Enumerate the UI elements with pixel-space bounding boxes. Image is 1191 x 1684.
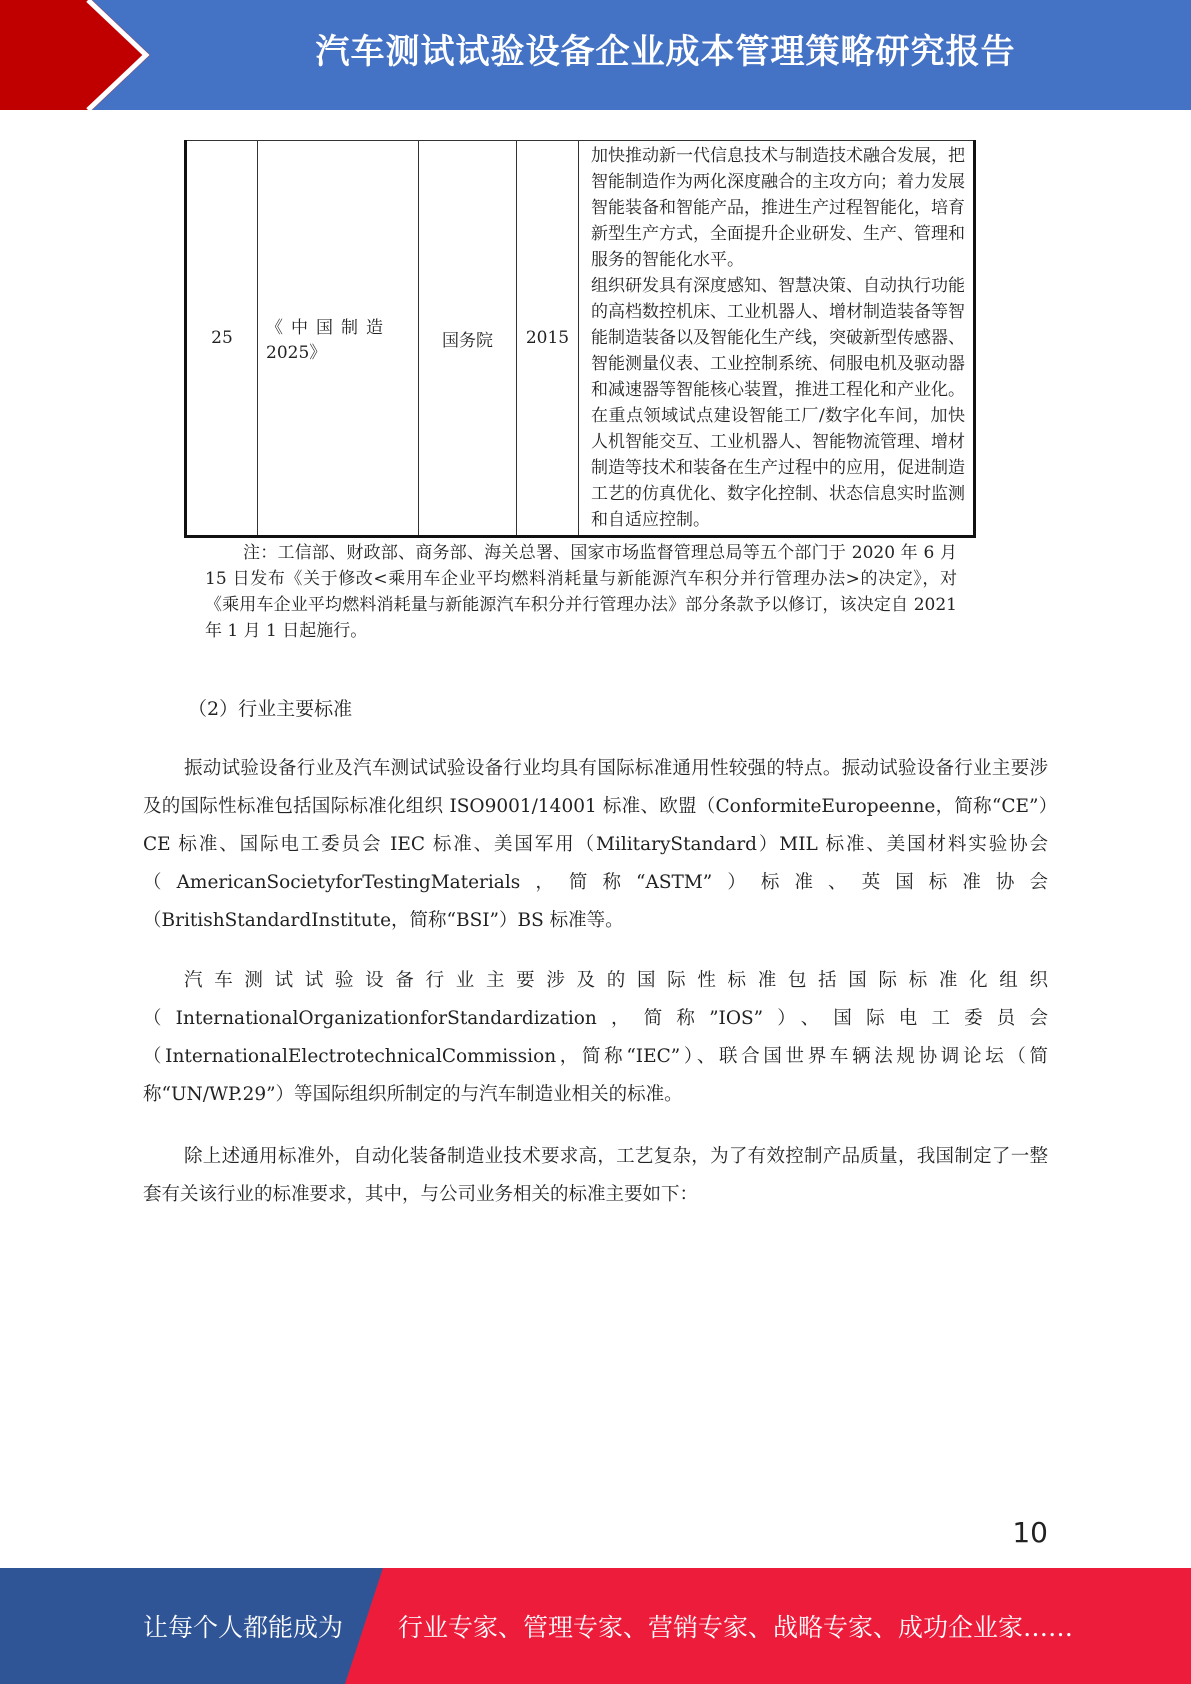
body-paragraph: 汽车测试试验设备行业主要涉及的国际性标准包括国际标准化组织（InternationalOrganizationforStandardization，简称”IOS”）、国际电工委员会（InternationalElectrotechnicalCommission，简称“IEC”）、联合国世界车辆法规协调论坛（简称“UN/WP.29”）等国际组织所制定的与汽车制造业相关的标准。 (143, 970, 1048, 1105)
page-number: 10 (1012, 1516, 1048, 1549)
header-red-chevron (0, 0, 150, 110)
issuing-organization: 国务院 (419, 141, 517, 537)
policy-table (184, 140, 976, 538)
policy-content (579, 141, 975, 537)
footer-banner (0, 1568, 1191, 1684)
body-paragraph: 除上述通用标准外，自动化装备制造业技术要求高，工艺复杂，为了有效控制产品质量，我国制定了一整套有关该行业的标准要求，其中，与公司业务相关的标准主要如下： (143, 1146, 1048, 1205)
content-paragraph: 加快推动新一代信息技术与制造技术融合发展，把智能制造作为两化深度融合的主攻方向；着力发展智能装备和智能产品，推进生产过程智能化，培育新型生产方式，全面提升企业研发、生产、管理和服务的智能化水平。 (591, 146, 965, 270)
table-note: 注：工信部、财政部、商务部、海关总署、国家市场监督管理总局等五个部门于 2020 年 6 月 15 日发布《关于修改<乘用车企业平均燃料消耗量与新能源汽车积分并行管理办法>的决定》，对《乘用车企业平均燃料消耗量与新能源汽车积分并行管理办法》部分条款予以修订，该决定自 2021 年 1 月 1 日起施行。 (205, 543, 957, 641)
section-heading: （2）行业主要标准 (188, 698, 353, 720)
footer-slogan-right: 行业专家、管理专家、营销专家、战略专家、成功企业家…… (398, 1613, 1074, 1642)
content-paragraph: 组织研发具有深度感知、智慧决策、自动执行功能的高档数控机床、工业机器人、增材制造装备等智能制造装备以及智能化生产线，突破新型传感器、智能测量仪表、工业控制系统、伺服电机及驱动器和减速器等智能核心装置，推进工程化和产业化。 (591, 276, 965, 400)
footer-slogan-left: 让每个人都能成为 (143, 1613, 344, 1642)
table-row (186, 141, 975, 537)
body-paragraph: 振动试验设备行业及汽车测试试验设备行业均具有国际标准通用性较强的特点。振动试验设备行业主要涉及的国际性标准包括国际标准化组织 ISO9001/14001 标准、欧盟（ConformiteEuropeenne，简称“CE”）CE 标准、国际电工委员会 IEC 标准、美国军用（MilitaryStandard）MIL 标准、美国材料实验协会（AmericanSocietyforTestingMaterials，简称“ASTM”）标准、英国标准协会（BritishStandardInstitute，简称“BSI”）BS 标准等。 (143, 758, 1049, 931)
policy-name-line1: 《中国制造 (266, 318, 391, 338)
content-paragraph: 在重点领域试点建设智能工厂/数字化车间，加快人机智能交互、工业机器人、智能物流管理、增材制造等技术和装备在生产过程中的应用，促进制造工艺的仿真优化、数字化控制、状态信息实时监测和自适应控制。 (591, 406, 965, 530)
report-title: 汽车测试试验设备企业成本管理策略研究报告 (315, 32, 1016, 72)
issue-year: 2015 (517, 141, 579, 537)
policy-name (258, 141, 419, 537)
row-number: 25 (186, 141, 258, 537)
policy-name-line2: 2025》 (266, 343, 327, 363)
header-banner (0, 0, 1191, 110)
